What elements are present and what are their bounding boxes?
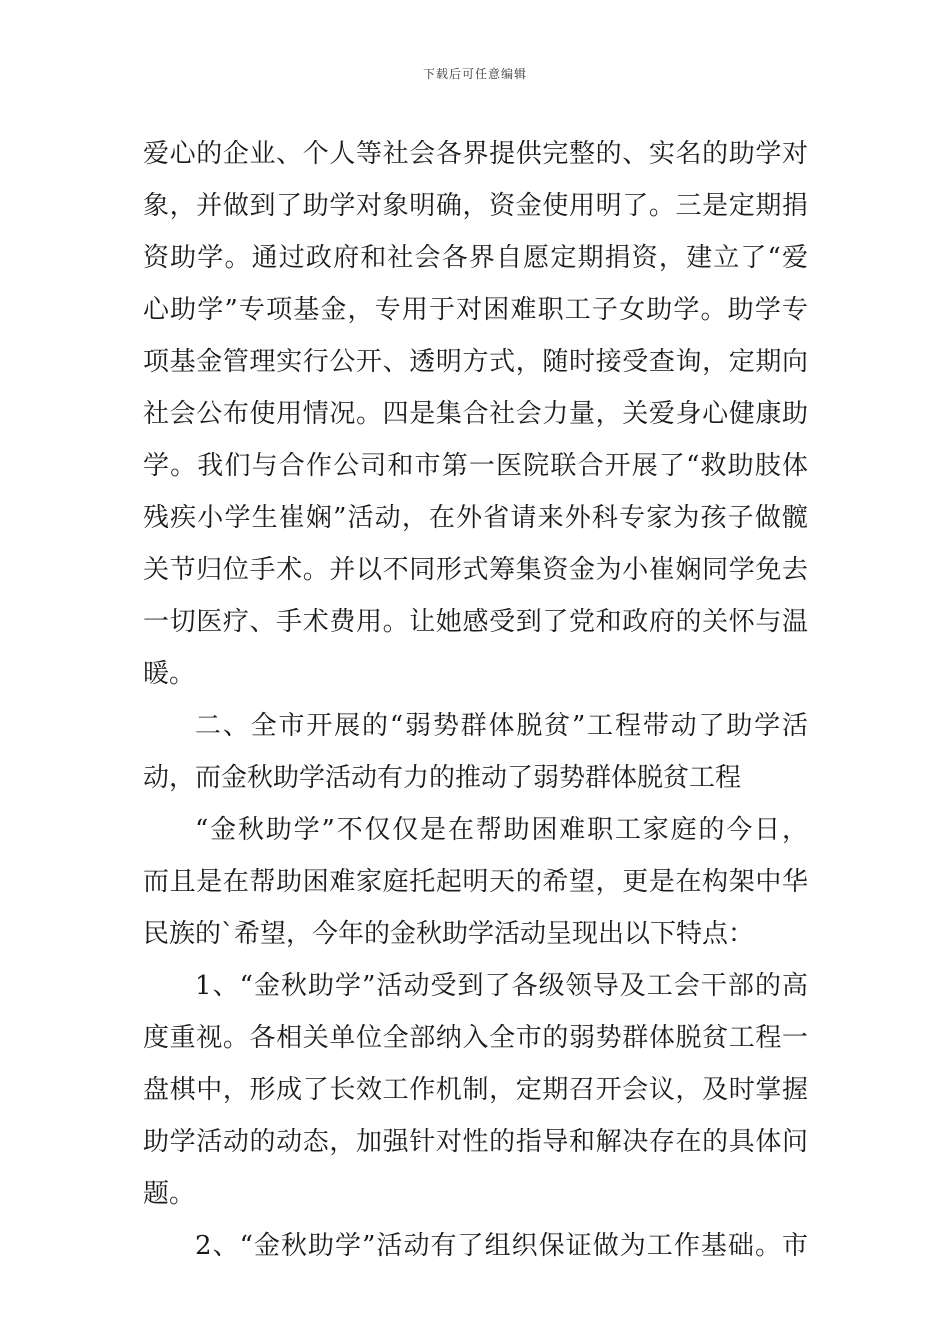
text-line: 爱心的企业、个人等社会各界提供完整的、实名的助学对 [143,139,808,169]
text-line: 一切医疗、手术费用。让她感受到了党和政府的关怀与温 [143,607,808,637]
text-line: 度重视。各相关单位全部纳入全市的弱势群体脱贫工程一 [143,1023,808,1053]
text-line: 心助学”专项基金，专用于对困难职工子女助学。助学专 [143,295,808,325]
text-line: 项基金管理实行公开、透明方式，随时接受查询，定期向 [143,347,808,377]
section-heading-line: 动，而金秋助学活动有力的推动了弱势群体脱贫工程 [143,763,742,793]
text-line: 资助学。通过政府和社会各界自愿定期捐资，建立了“爱 [143,243,808,273]
text-line: 2、“金秋助学”活动有了组织保证做为工作基础。市 [195,1231,808,1261]
text-line: 象，并做到了助学对象明确，资金使用明了。三是定期捐 [143,191,808,221]
document-body [143,128,808,1272]
text-line: 关节归位手术。并以不同形式筹集资金为小崔娴同学免去 [143,555,808,585]
text-line: 1、“金秋助学”活动受到了各级领导及工会干部的高 [195,971,808,1001]
text-line: 民族的`希望，今年的金秋助学活动呈现出以下特点： [143,919,755,949]
text-line: 题。 [143,1179,196,1209]
section-heading-line: 二、全市开展的“弱势群体脱贫”工程带动了助学活 [195,711,808,741]
text-line: 盘棋中，形成了长效工作机制，定期召开会议，及时掌握 [143,1075,808,1105]
text-line: 社会公布使用情况。四是集合社会力量，关爱身心健康助 [143,399,808,429]
text-line: 暖。 [143,659,196,689]
text-line: 而且是在帮助困难家庭托起明天的希望，更是在构架中华 [143,867,808,897]
text-line: “金秋助学”不仅仅是在帮助困难职工家庭的今日， [195,815,808,845]
text-line: 助学活动的动态，加强针对性的指导和解决存在的具体问 [143,1127,808,1157]
page-header: 下载后可任意编辑 [422,67,527,81]
text-line: 学。我们与合作公司和市第一医院联合开展了“救助肢体 [143,451,808,481]
text-line: 残疾小学生崔娴”活动，在外省请来外科专家为孩子做髋 [143,503,808,533]
